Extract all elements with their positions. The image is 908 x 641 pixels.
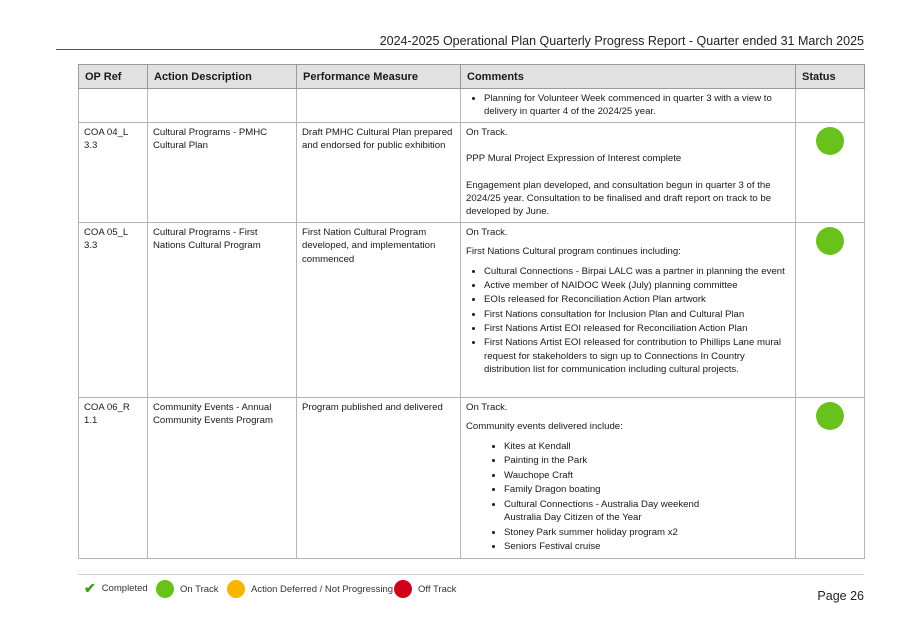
green-circle-icon <box>156 580 174 598</box>
op-ref-cell: COA 05_L 3.3 <box>79 222 148 397</box>
comment-bullet-list <box>466 265 790 377</box>
red-circle-icon <box>394 580 412 598</box>
action-description-cell: Cultural Programs - First Nations Cultural Program <box>148 222 297 397</box>
legend-label: Off Track <box>418 583 457 595</box>
legend-label: Action Deferred / Not Progressing <box>251 583 394 595</box>
list-item: • Wauchope Craft <box>504 469 790 482</box>
action-description-cell: Cultural Programs - PMHC Cultural Plan <box>148 122 297 222</box>
check-icon: ✔ <box>84 580 96 596</box>
table-header-row <box>79 65 865 89</box>
list-item: • Kites at Kendall <box>504 440 790 453</box>
comments-cell <box>461 397 796 558</box>
list-item: • First Nations Artist EOI released for Reconciliation Action Plan <box>484 322 790 335</box>
comment-bullet-list <box>466 92 790 119</box>
legend-item-on-track <box>156 580 219 598</box>
on-track-status-icon <box>816 227 844 255</box>
table-row <box>79 397 865 558</box>
report-header-title: 2024-2025 Operational Plan Quarterly Progress Report - Quarter ended 31 March 2025 <box>379 34 864 48</box>
comment-bullet-list <box>466 440 790 554</box>
comment-text: Community events delivered include: <box>466 421 623 433</box>
legend-item-action-deferred <box>227 580 393 598</box>
comment-status-text: On Track. <box>466 226 508 238</box>
comments-cell <box>461 222 796 397</box>
amber-circle-icon <box>227 580 245 598</box>
status-cell <box>796 222 865 397</box>
table-row <box>79 222 865 397</box>
status-cell <box>796 122 865 222</box>
list-item: • Painting in the Park <box>504 454 790 467</box>
list-item-text-line2: Australia Day Citizen of the Year <box>504 512 642 524</box>
comment-text: PPP Mural Project Expression of Interest complete <box>466 153 682 165</box>
op-ref-cell: COA 04_L 3.3 <box>79 122 148 222</box>
table-row <box>79 122 865 222</box>
op-ref-cell: COA 06_R 1.1 <box>79 397 148 558</box>
performance-measure-cell: Program published and delivered <box>297 397 461 558</box>
list-item: • EOIs released for Reconciliation Action Plan artwork <box>484 293 790 306</box>
table-row-continued <box>79 89 865 123</box>
list-item <box>504 498 790 525</box>
comments-cell <box>461 89 796 123</box>
progress-table <box>78 64 865 559</box>
col-header-op-ref: OP Ref <box>79 65 148 89</box>
performance-measure-cell: First Nation Cultural Program developed, and implementation commenced <box>297 222 461 397</box>
col-header-status: Status <box>796 65 865 89</box>
list-item: • First Nations consultation for Inclusion Plan and Cultural Plan <box>484 308 790 321</box>
list-item: • Active member of NAIDOC Week (July) planning committee <box>484 279 790 292</box>
legend-item-completed <box>84 580 148 597</box>
col-header-action-description: Action Description <box>148 65 297 89</box>
col-header-performance-measure: Performance Measure <box>297 65 461 89</box>
list-item: • First Nations Artist EOI released for contribution to Phillips Lane mural request for stakeholders to sign up to Connections In Country distribution list for communication including cultural projects. <box>484 336 790 376</box>
comment-text: First Nations Cultural program continues including: <box>466 246 681 258</box>
comment-status-text: On Track. <box>466 126 508 138</box>
status-cell <box>796 397 865 558</box>
legend-label: Completed <box>101 583 148 594</box>
list-item: • Stoney Park summer holiday program x2 <box>504 526 790 539</box>
comment-status-text: On Track. <box>466 401 508 413</box>
list-item: • Cultural Connections - Birpai LALC was a partner in planning the event <box>484 265 790 278</box>
legend-divider <box>78 574 864 575</box>
performance-measure-cell: Draft PMHC Cultural Plan prepared and endorsed for public exhibition <box>297 122 461 222</box>
comment-text: Engagement plan developed, and consultation begun in quarter 3 of the 2024/25 year. Consultation to be finalised and draft report on track to be developed by June. <box>466 179 772 218</box>
page-number: Page 26 <box>817 589 864 603</box>
legend-item-off-track <box>394 580 456 598</box>
on-track-status-icon <box>816 127 844 155</box>
list-item: • Seniors Festival cruise <box>504 540 790 553</box>
on-track-status-icon <box>816 402 844 430</box>
list-item: • Planning for Volunteer Week commenced in quarter 3 with a view to delivery in quarter 4 of the 2024/25 year. <box>484 92 790 119</box>
header-divider <box>56 49 864 50</box>
action-description-cell: Community Events - Annual Community Events Program <box>148 397 297 558</box>
comments-cell <box>461 122 796 222</box>
legend-label: On Track <box>180 583 219 595</box>
col-header-comments: Comments <box>461 65 796 89</box>
list-item: • Family Dragon boating <box>504 483 790 496</box>
list-item-text: Cultural Connections - Australia Day weekend <box>504 498 700 510</box>
